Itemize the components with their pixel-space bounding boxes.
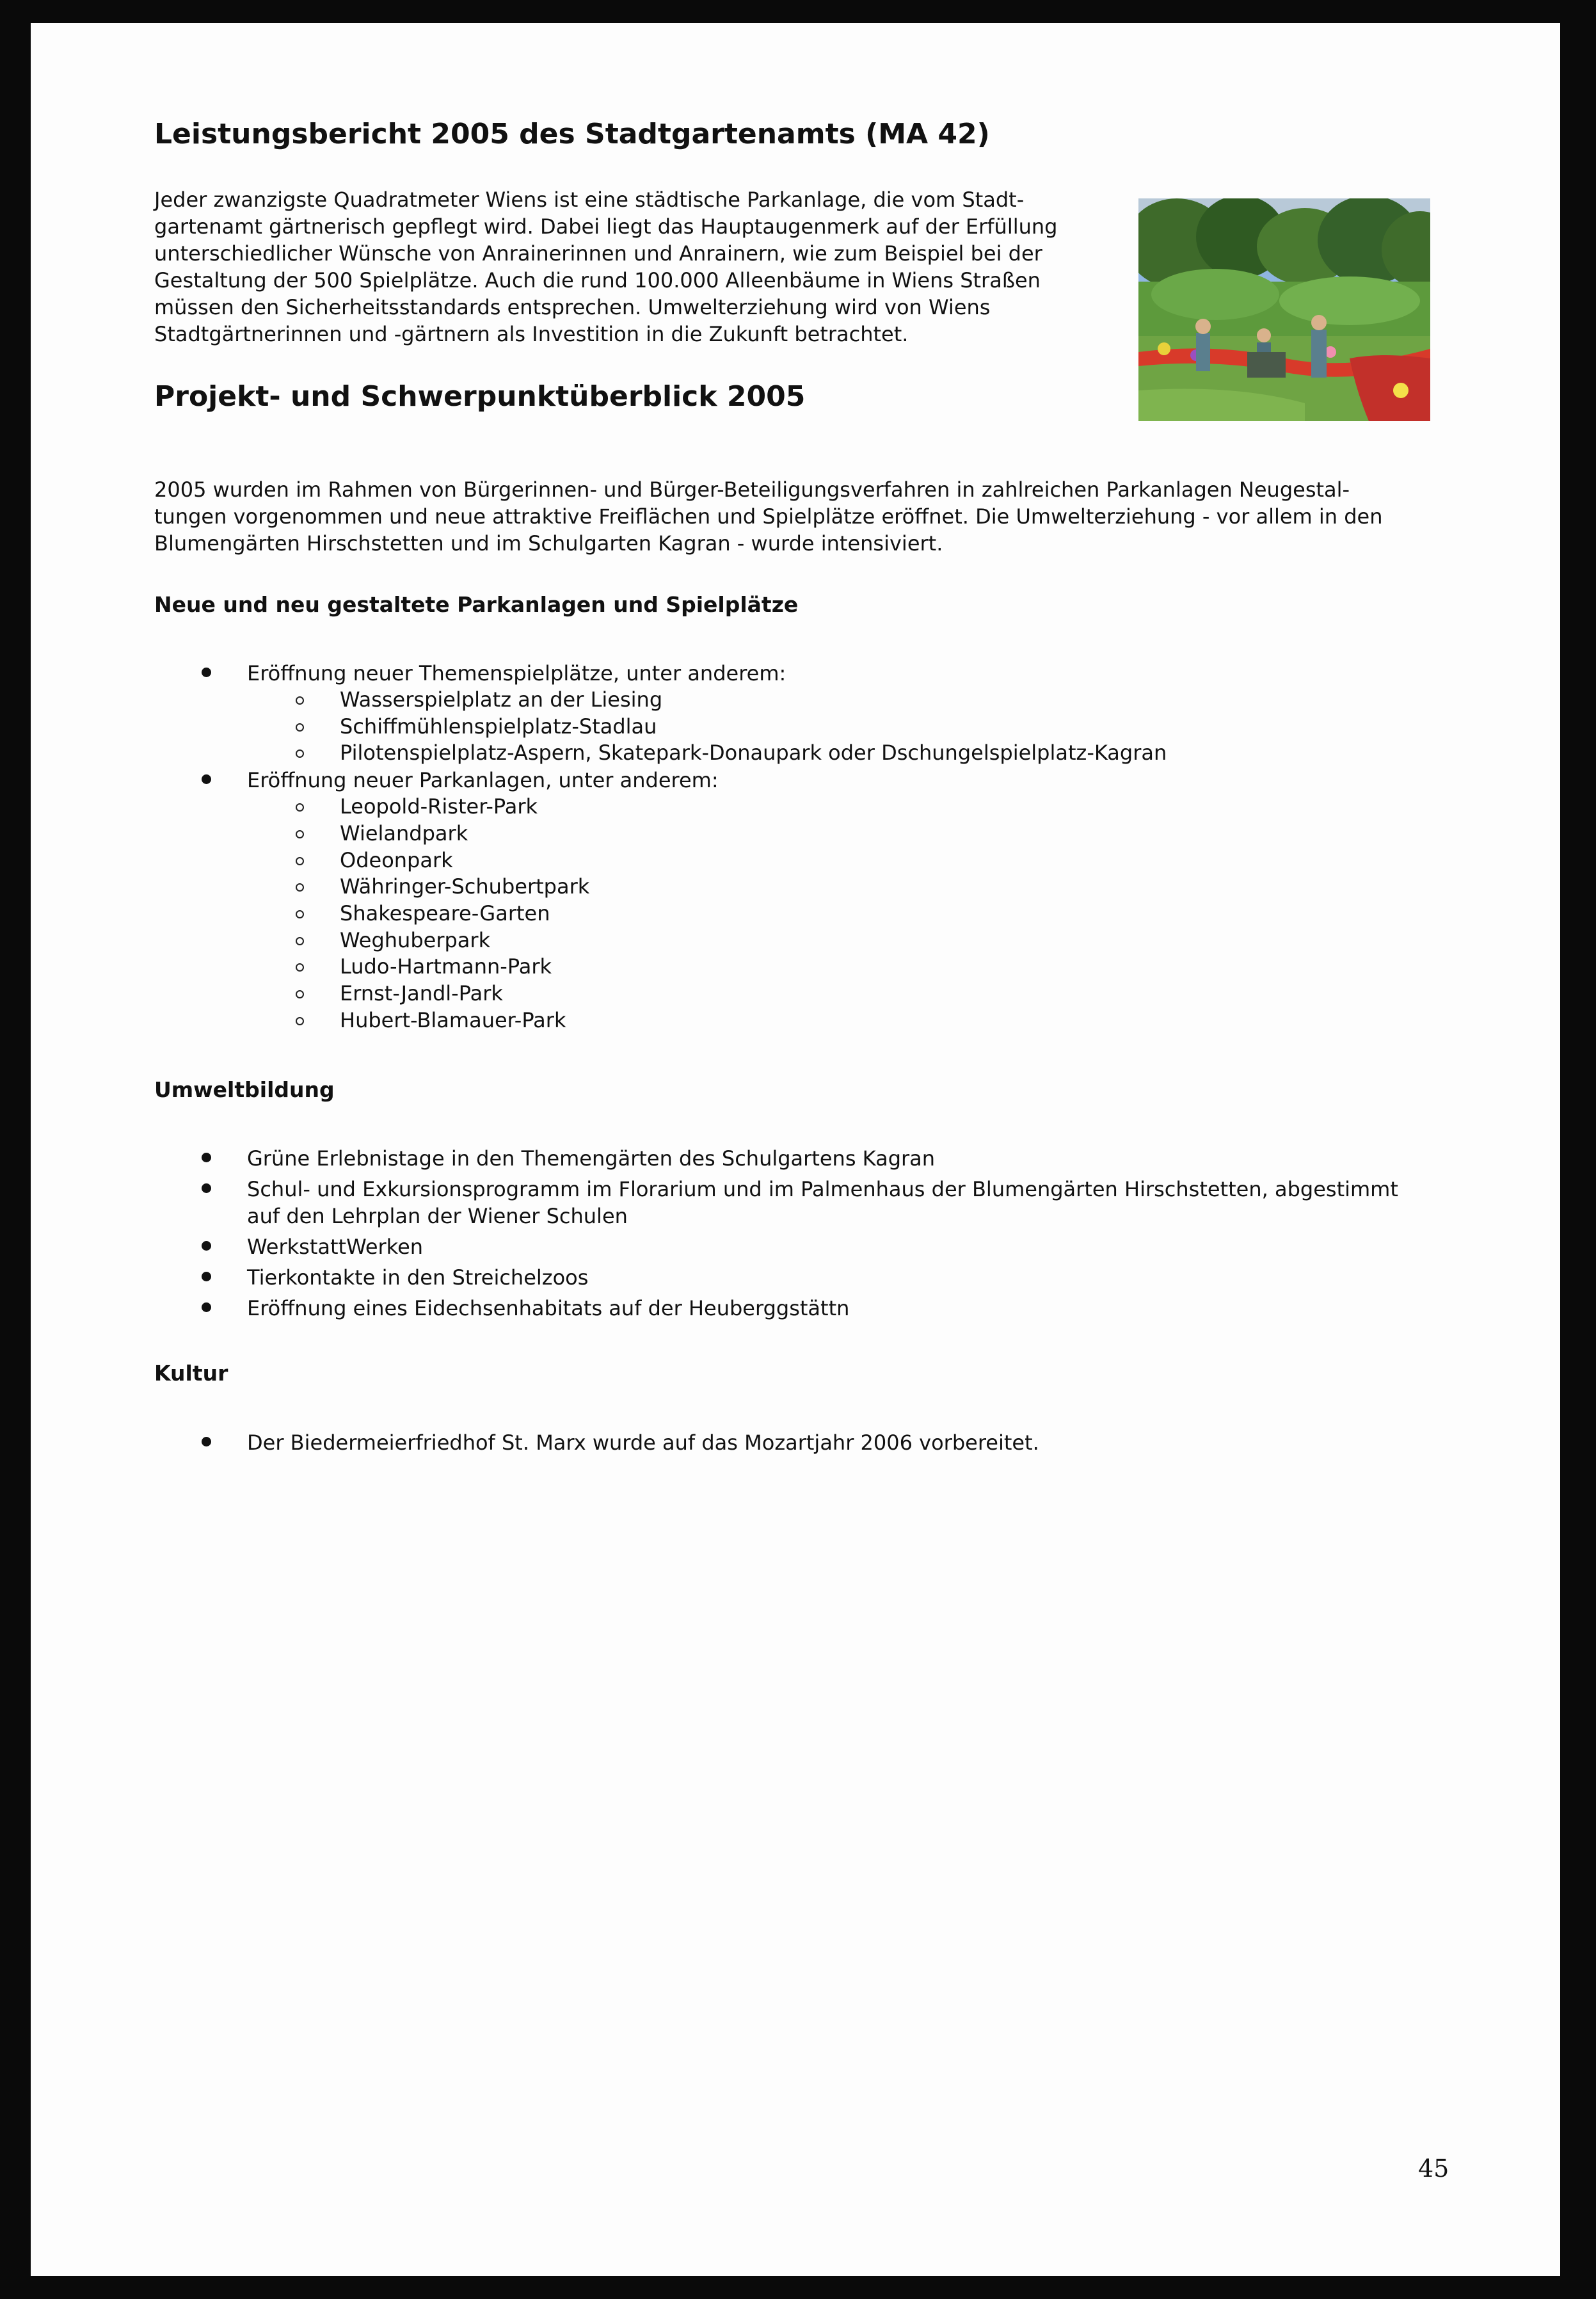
- circle-bullet-icon: [296, 910, 304, 918]
- intro-line: unterschiedlicher Wünsche von Anrainerinnen und Anrainern, wie zum Beispiel bei der: [154, 241, 1042, 266]
- circle-bullet-icon: [296, 696, 304, 705]
- park-name: Wielandpark: [340, 821, 468, 845]
- intro-line: gartenamt gärtnerisch gepflegt wird. Dabei liegt das Hauptaugenmerk auf der Erfüllung: [154, 214, 1058, 239]
- parks-sublist: [247, 794, 1498, 1034]
- intro-paragraph: [154, 186, 1127, 348]
- kultur-bullets: [154, 1429, 1498, 1456]
- section-title-projekt: Projekt- und Schwerpunktüberblick 2005: [154, 380, 806, 413]
- umwelt-item-continued: auf den Lehrplan der Wiener Schulen: [247, 1204, 628, 1228]
- list-item: [154, 1145, 1498, 1172]
- park-name: Währinger-Schubertpark: [340, 874, 590, 899]
- bullet-icon: [202, 1272, 211, 1281]
- kultur-list-block: [154, 1429, 1498, 1456]
- kultur-item: Der Biedermeierfriedhof St. Marx wurde auf das Mozartjahr 2006 vorbereitet.: [247, 1430, 1039, 1455]
- page-title: Leistungsbericht 2005 des Stadtgartenamts (MA 42): [154, 118, 990, 150]
- list-item: [154, 1295, 1498, 1322]
- umwelt-item: Grüne Erlebnistage in den Themengärten des Schulgartens Kagran: [247, 1146, 936, 1171]
- projekt-line: 2005 wurden im Rahmen von Bürgerinnen- und Bürger-Beteiligungsverfahren in zahlreichen Parkanlagen Neugestal-: [154, 477, 1350, 502]
- park-name: Odeonpark: [340, 847, 453, 872]
- document-page: [31, 23, 1560, 2276]
- playground-name: Schiffmühlenspielplatz-Stadlau: [340, 714, 657, 739]
- park-name: Ernst-Jandl-Park: [340, 981, 503, 1006]
- intro-line: müssen den Sicherheitsstandards entsprechen. Umwelterziehung wird von Wiens: [154, 295, 991, 319]
- heading-parkanlagen: Neue und neu gestaltete Parkanlagen und Spielplätze: [154, 592, 799, 617]
- bullet-icon: [202, 1183, 211, 1193]
- circle-bullet-icon: [296, 963, 304, 972]
- circle-bullet-icon: [296, 990, 304, 998]
- playgrounds-sublist: [247, 687, 1498, 767]
- list-item: [154, 1264, 1498, 1291]
- gardeners-photo: [1138, 198, 1430, 421]
- projekt-line: Blumengärten Hirschstetten und im Schulgarten Kagran - wurde intensiviert.: [154, 531, 943, 556]
- circle-bullet-icon: [296, 723, 304, 732]
- bullet-icon: [202, 1241, 211, 1251]
- park-name: Weghuberpark: [340, 927, 491, 952]
- umwelt-item: Schul- und Exkursionsprogramm im Florarium und im Palmenhaus der Blumengärten Hirschstetten, abgestimmt: [247, 1177, 1398, 1201]
- umwelt-list-block: [154, 1145, 1498, 1322]
- list-item: [154, 660, 1498, 767]
- umwelt-bullets: [154, 1145, 1498, 1322]
- playground-name: Pilotenspielplatz-Aspern, Skatepark-Donaupark oder Dschungelspielplatz-Kagran: [340, 741, 1167, 765]
- umwelt-item: Eröffnung eines Eidechsenhabitats auf der Heuberggstättn: [247, 1296, 850, 1320]
- list-item: [247, 901, 1498, 927]
- circle-bullet-icon: [296, 937, 304, 945]
- circle-bullet-icon: [296, 749, 304, 758]
- parks-list-block: [154, 660, 1498, 1034]
- list-item: [247, 954, 1498, 981]
- parks-bullets: [154, 660, 1498, 1034]
- circle-bullet-icon: [296, 803, 304, 812]
- circle-bullet-icon: [296, 883, 304, 892]
- list-item: [247, 714, 1498, 741]
- park-name: Leopold-Rister-Park: [340, 794, 538, 819]
- intro-line: Stadtgärtnerinnen und -gärtnern als Investition in die Zukunft betrachtet.: [154, 322, 909, 346]
- list-item: [247, 687, 1498, 714]
- playground-name: Wasserspielplatz an der Liesing: [340, 687, 663, 712]
- list-item: [247, 740, 1498, 767]
- umwelt-item: WerkstattWerken: [247, 1235, 424, 1259]
- park-name: Hubert-Blamauer-Park: [340, 1007, 566, 1032]
- projekt-line: tungen vorgenommen und neue attraktive Freiflächen und Spielplätze eröffnet. Die Umwelterziehung - vor allem in den: [154, 504, 1383, 529]
- park-name: Ludo-Hartmann-Park: [340, 954, 552, 979]
- bullet-icon: [202, 774, 211, 784]
- bullet-icon: [202, 668, 211, 677]
- intro-line: Jeder zwanzigste Quadratmeter Wiens ist eine städtische Parkanlage, die vom Stadt-: [154, 188, 1025, 212]
- playgrounds-label: Eröffnung neuer Themenspielplätze, unter anderem:: [247, 661, 786, 685]
- circle-bullet-icon: [296, 857, 304, 865]
- projekt-paragraph: [154, 476, 1466, 557]
- list-item: [154, 1233, 1498, 1260]
- list-item: [154, 1429, 1498, 1456]
- list-item: [154, 1176, 1498, 1230]
- list-item: [247, 794, 1498, 821]
- park-name: Shakespeare-Garten: [340, 901, 550, 925]
- bullet-icon: [202, 1437, 211, 1446]
- list-item: [247, 847, 1498, 874]
- circle-bullet-icon: [296, 1017, 304, 1025]
- list-item: [247, 927, 1498, 954]
- umwelt-item: Tierkontakte in den Streichelzoos: [247, 1265, 589, 1290]
- intro-line: Gestaltung der 500 Spielplätze. Auch die rund 100.000 Alleenbäume in Wiens Straßen: [154, 268, 1041, 292]
- list-item: [154, 767, 1498, 1034]
- list-item: [247, 1007, 1498, 1034]
- page-number: 45: [1418, 2154, 1449, 2183]
- heading-umweltbildung: Umweltbildung: [154, 1077, 335, 1102]
- list-item: [247, 981, 1498, 1007]
- parks-label: Eröffnung neuer Parkanlagen, unter anderem:: [247, 768, 719, 793]
- list-item: [247, 874, 1498, 901]
- bullet-icon: [202, 1302, 211, 1312]
- bullet-icon: [202, 1153, 211, 1162]
- circle-bullet-icon: [296, 830, 304, 838]
- list-item: [247, 821, 1498, 847]
- heading-kultur: Kultur: [154, 1361, 228, 1386]
